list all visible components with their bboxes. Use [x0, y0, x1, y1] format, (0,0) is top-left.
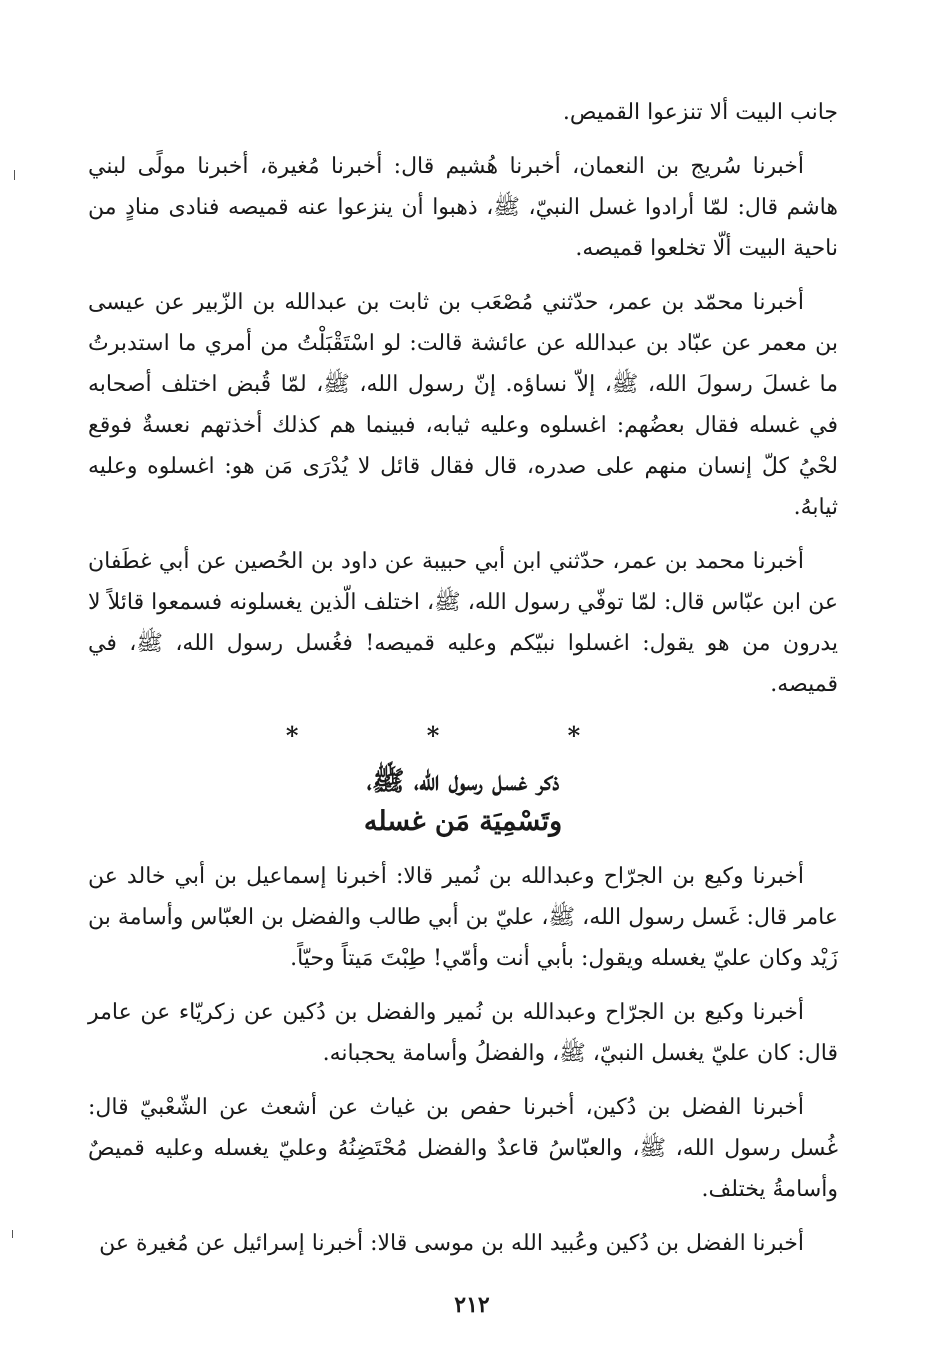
scan-margin-mark [14, 170, 15, 180]
section-heading-line-2: وتَسْمِيَة مَن غسله [363, 806, 563, 837]
section-heading [88, 762, 838, 842]
page-number: ٢١٢ [454, 1292, 490, 1318]
paragraph-hadith: أخبرنا الفضل بن دُكين وعُبيد الله بن موسى قالا: أخبرنا إسرائيل عن مُغيرة عن [99, 1231, 804, 1256]
scan-margin-mark [12, 1230, 13, 1238]
paragraph-hadith: أخبرنا الفضل بن دُكين، أخبرنا حفص بن غياث عن أشعث عن الشّعْبيّ قال: غُسل رسول الله، ﷺ، والعبّاسُ قاعدٌ والفضل مُحْتَضِنُهُ وعليّ يغسله وعليه قميصٌ وأسامةُ يختلف. [88, 1095, 838, 1202]
section-separator: * * * [285, 721, 641, 750]
paragraph-continuation: جانب البيت ألا تنزعوا القميص. [562, 100, 838, 125]
page-body [88, 92, 838, 1277]
paragraph-hadith: أخبرنا وكيع بن الجرّاح وعبدالله بن نُمير والفضل بن دُكين عن زكريّاء عن عامر قال: كان عليّ يغسل النبيّ، ﷺ، والفضلُ وأسامة يحجبانه. [88, 1000, 838, 1066]
section-heading-line-1: ذكر غسل رسول الله، ﷺ، [366, 766, 560, 797]
paragraph-hadith: أخبرنا محمد بن عمر، حدّثني ابن أبي حبيبة عن داود بن الحُصين عن أبي غطَفان عن ابن عبّاس قال: لمّا توفّي رسول الله، ﷺ، اختلف الّذين يغسلونه فسمعوا قائلاً لا يدرون من هو يقول: اغسلوا نبيّكم وعليه قميصه! فغُسل رسول الله، ﷺ، في قميصه. [88, 549, 838, 697]
paragraph-hadith: أخبرنا وكيع بن الجرّاح وعبدالله بن نُمير قالا: أخبرنا إسماعيل بن أبي خالد عن عامر قال: غَسل رسول الله، ﷺ، عليّ بن أبي طالب والفضل بن العبّاس وأسامة بن زَيْد وكان عليّ يغسله ويقول: بأبي أنت وأمّي! طِبْتَ مَيتاً وحيّاً. [88, 864, 838, 971]
paragraph-hadith: أخبرنا سُريج بن النعمان، أخبرنا هُشيم قال: أخبرنا مُغيرة، أخبرنا مولًى لبني هاشم قال: لمّا أرادوا غسل النبيّ، ﷺ، ذهبوا أن ينزعوا عنه قميصه فنادى منادٍ من ناحية البيت ألّا تخلعوا قميصه. [88, 154, 838, 261]
paragraph-hadith: أخبرنا محمّد بن عمر، حدّثني مُصْعَب بن ثابت بن عبدالله بن الزّبير عن عيسى بن معمر عن عبّاد بن عبدالله عن عائشة قالت: لو اسْتَقْبَلْتُ من أمري ما استدبرتُ ما غسلَ رسولَ الله، ﷺ، إلاّ نساؤه. إنّ رسول الله، ﷺ، لمّا قُبض اختلف أصحابه في غسله فقال بعضُهم: اغسلوه وعليه ثيابه، فبينما هم كذلك أخذتهم نعسةٌ فوقع لحْيُ كلّ إنسان منهم على صدره، قال فقال قائل لا يُدْرَى مَن هو: اغسلوه وعليه ثيابهُ. [88, 290, 838, 520]
